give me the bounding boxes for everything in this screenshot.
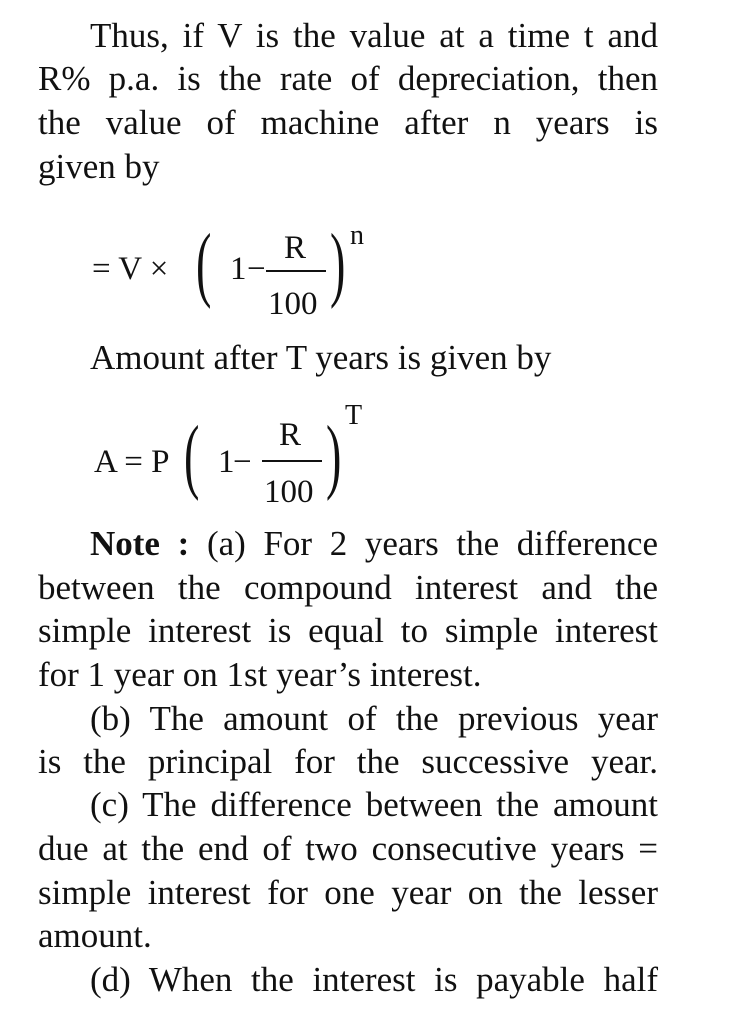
formula2-fraction-bar (262, 460, 322, 462)
formula2-lhs: A = P (94, 444, 170, 480)
intro-line-4: given by (38, 147, 160, 186)
intro-line-2: R% p.a. is the rate of depreciation, then (38, 59, 658, 98)
intro-line-1: Thus, if V is the value at a time t and (90, 16, 658, 55)
formula2-denominator: 100 (264, 474, 314, 510)
note-c-line-1: (c) The difference between the amount (90, 785, 658, 824)
formula1-denominator: 100 (268, 286, 318, 322)
note-a-line-4: for 1 year on 1st year’s interest. (38, 655, 482, 694)
note-c-line-2: due at the end of two consecutive years = (38, 829, 658, 868)
formula1-one: 1 (230, 251, 247, 287)
note-c-line-4: amount. (38, 916, 152, 955)
formula1-minus: − (247, 251, 266, 287)
note-label: Note : (90, 524, 190, 563)
note-a-line-3: simple interest is equal to simple interest (38, 611, 658, 650)
note-b-line-2: is the principal for the successive year. (38, 742, 658, 781)
formula1-exponent: n (350, 220, 364, 251)
formula1-left-paren: ( (196, 217, 212, 310)
formula2-right-paren: ) (326, 409, 342, 502)
note-a-line-2: between the compound interest and the (38, 568, 658, 607)
amount-text: Amount after T years is given by (90, 338, 552, 377)
formula1-lhs: = V × (92, 251, 169, 287)
formula2-numerator: R (279, 417, 302, 453)
note-b-line-1: (b) The amount of the previous year (90, 699, 658, 738)
formula1-right-paren: ) (330, 217, 346, 310)
formula2-exponent: T (345, 400, 363, 431)
intro-line-3: the value of machine after n years is (38, 103, 658, 142)
formula1-numerator: R (284, 230, 307, 266)
note-a-line-1 (90, 522, 658, 566)
formula2-left-paren: ( (184, 409, 200, 502)
note-c-line-3: simple interest for one year on the lesser (38, 873, 658, 912)
formula2-one: 1 (218, 444, 235, 480)
formula2-minus: − (233, 444, 252, 480)
note-d-line-1: (d) When the interest is payable half (90, 960, 658, 999)
note-a-text-1: (a) For 2 years the difference (189, 524, 658, 563)
